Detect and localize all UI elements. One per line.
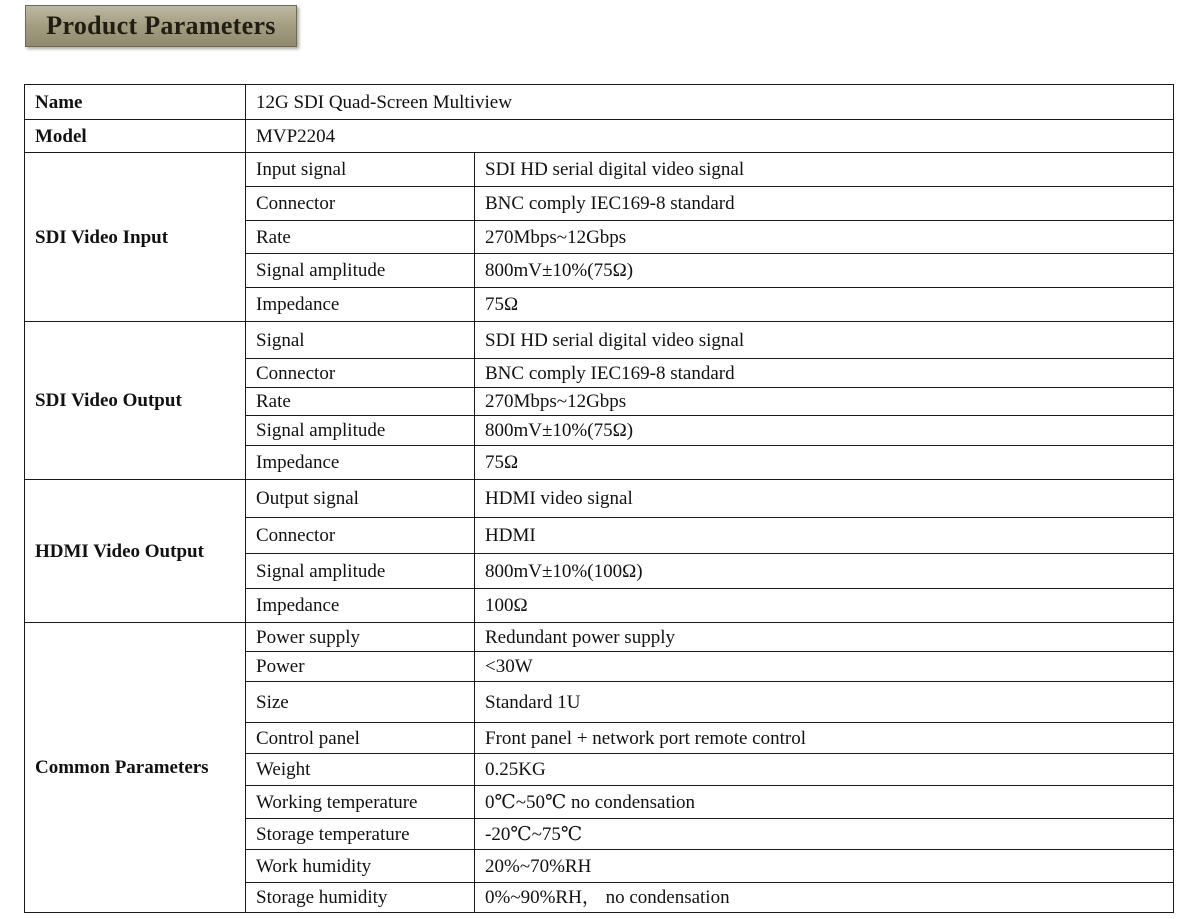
param-name: Impedance: [246, 589, 475, 623]
page-title-banner: [25, 5, 297, 47]
table-row: [25, 480, 1174, 518]
param-name: Impedance: [246, 446, 475, 480]
param-name: Signal amplitude: [246, 554, 475, 589]
group-title-sdi-video-input: SDI Video Input: [25, 153, 246, 322]
param-name: Connector: [246, 187, 475, 221]
param-name: Power supply: [246, 623, 475, 652]
param-name: Power: [246, 652, 475, 682]
table-row: [25, 153, 1174, 187]
param-value: 270Mbps~12Gbps: [475, 221, 1174, 254]
param-name: Connector: [246, 518, 475, 554]
param-name: Control panel: [246, 723, 475, 754]
param-value: 100Ω: [475, 589, 1174, 623]
product-parameters-table: [24, 84, 1174, 913]
param-value: 270Mbps~12Gbps: [475, 388, 1174, 416]
table-row-name: [25, 85, 1174, 120]
group-title-hdmi-video-output: HDMI Video Output: [25, 480, 246, 623]
param-value: 800mV±10%(75Ω): [475, 416, 1174, 446]
param-name: Impedance: [246, 288, 475, 322]
param-name: Weight: [246, 754, 475, 786]
param-name: Input signal: [246, 153, 475, 187]
param-name: Size: [246, 682, 475, 723]
param-name: Output signal: [246, 480, 475, 518]
param-value: 800mV±10%(75Ω): [475, 254, 1174, 288]
param-name: Work humidity: [246, 850, 475, 883]
param-value: SDI HD serial digital video signal: [475, 153, 1174, 187]
param-name: Connector: [246, 359, 475, 388]
param-name: Signal: [246, 322, 475, 359]
param-value: 75Ω: [475, 446, 1174, 480]
model-value: MVP2204: [246, 120, 1174, 153]
parameters-table-body: [25, 85, 1174, 913]
group-title-common-parameters: Common Parameters: [25, 623, 246, 913]
name-label: Name: [25, 85, 246, 120]
param-value: HDMI: [475, 518, 1174, 554]
table-row-model: [25, 120, 1174, 153]
param-name: Storage humidity: [246, 883, 475, 913]
param-name: Signal amplitude: [246, 416, 475, 446]
param-value: 75Ω: [475, 288, 1174, 322]
name-value: 12G SDI Quad-Screen Multiview: [246, 85, 1174, 120]
param-value: Redundant power supply: [475, 623, 1174, 652]
param-name: Storage temperature: [246, 819, 475, 850]
param-name: Rate: [246, 388, 475, 416]
model-label: Model: [25, 120, 246, 153]
param-value: Front panel + network port remote control: [475, 723, 1174, 754]
param-value: <30W: [475, 652, 1174, 682]
param-value: 20%~70%RH: [475, 850, 1174, 883]
group-title-sdi-video-output: SDI Video Output: [25, 322, 246, 480]
param-value: SDI HD serial digital video signal: [475, 322, 1174, 359]
param-value: 800mV±10%(100Ω): [475, 554, 1174, 589]
table-row: [25, 623, 1174, 652]
table-row: [25, 322, 1174, 359]
param-value: 0℃~50℃ no condensation: [475, 786, 1174, 819]
param-value: 0.25KG: [475, 754, 1174, 786]
param-value: BNC comply IEC169-8 standard: [475, 187, 1174, 221]
param-value: 0%~90%RH， no condensation: [475, 883, 1174, 913]
param-name: Rate: [246, 221, 475, 254]
param-value: BNC comply IEC169-8 standard: [475, 359, 1174, 388]
param-value: Standard 1U: [475, 682, 1174, 723]
param-name: Working temperature: [246, 786, 475, 819]
page-title: Product Parameters: [46, 11, 276, 40]
param-name: Signal amplitude: [246, 254, 475, 288]
param-value: -20℃~75℃: [475, 819, 1174, 850]
param-value: HDMI video signal: [475, 480, 1174, 518]
